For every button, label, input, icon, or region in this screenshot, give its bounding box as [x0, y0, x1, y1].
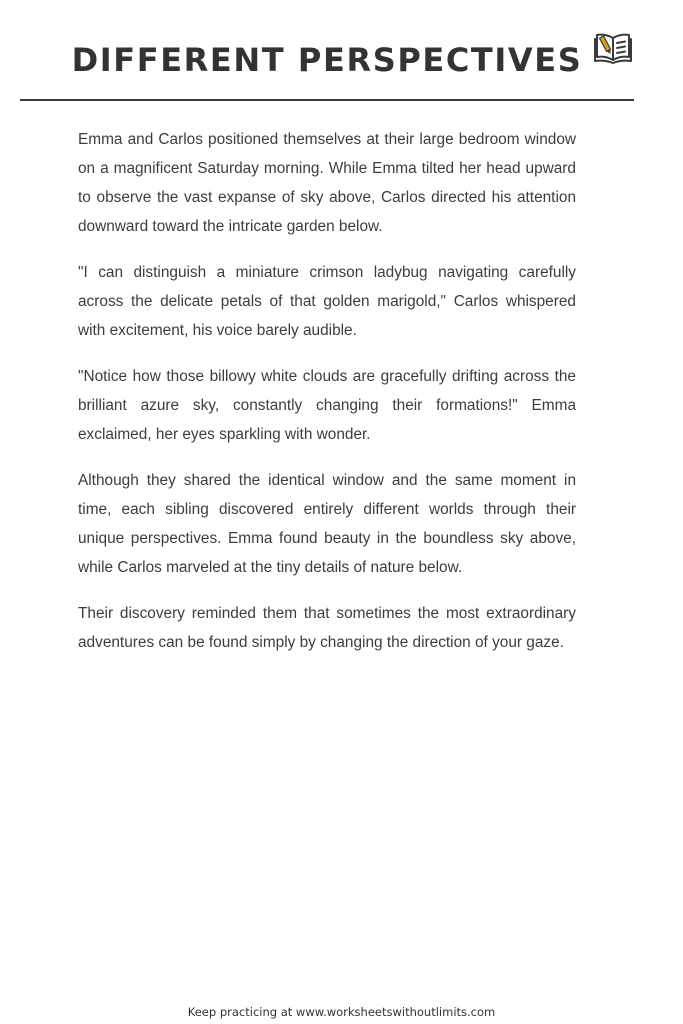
open-book-with-pencil-icon — [594, 30, 632, 64]
story-paragraph: Although they shared the identical window and the same moment in time, each sibling discovered entirely different worlds through their unique perspectives. Emma found beauty in the boundless sky above, while Carlos marveled at the tiny details of nature below. — [78, 471, 576, 576]
story-paragraph: "Notice how those billowy white clouds are gracefully drifting across the brilliant azure sky, constantly changing their formations!" Emma exclaimed, her eyes sparkling with wonder. — [78, 367, 576, 444]
story-paragraph: "I can distinguish a miniature crimson ladybug navigating carefully across the delicate petals of that golden marigold," Carlos whispered with excitement, his voice barely audible. — [78, 263, 576, 340]
story-body — [78, 125, 576, 673]
page-title: DIFFERENT PERSPECTIVES — [71, 41, 583, 79]
worksheet-header — [0, 0, 683, 100]
story-paragraph: Their discovery reminded them that sometimes the most extraordinary adventures can be found simply by changing the direction of your gaze. — [78, 604, 576, 651]
footer-text: Keep practicing at www.worksheetswithoutlimits.com — [187, 1005, 496, 1019]
header-divider — [20, 99, 634, 101]
story-paragraph: Emma and Carlos positioned themselves at their large bedroom window on a magnificent Saturday morning. While Emma tilted her head upward to observe the vast expanse of sky above, Carlos directed his attention downward toward the intricate garden below. — [78, 131, 576, 236]
